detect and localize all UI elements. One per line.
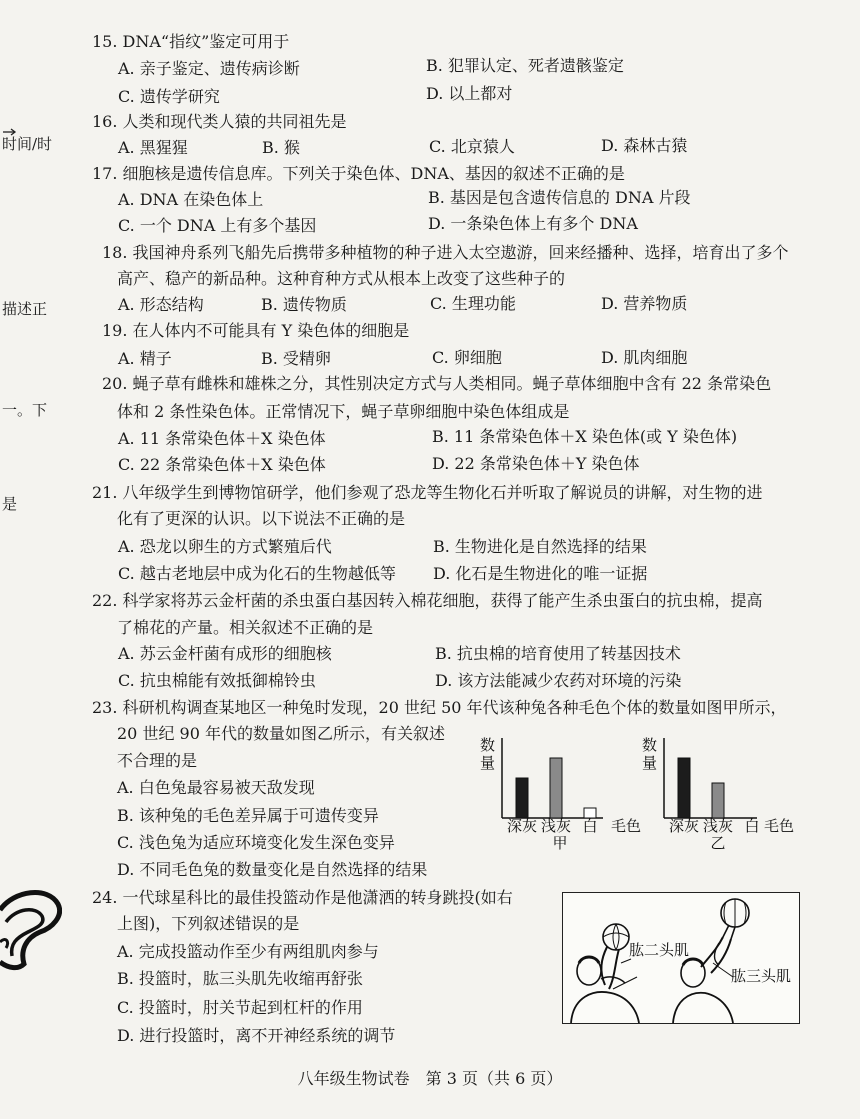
chart-yi-ylabel-1: 数 bbox=[642, 736, 658, 754]
question-24-option-c[interactable]: C. 投篮时，肘关节起到杠杆的作用 bbox=[117, 998, 363, 1017]
question-17-option-b[interactable]: B. 基因是包含遗传信息的 DNA 片段 bbox=[428, 188, 691, 207]
chart-yi-title: 乙 bbox=[710, 834, 726, 852]
chart-jia-ylabel-1: 数 bbox=[480, 736, 496, 754]
chart-jia-tick-0: 深灰 bbox=[506, 817, 538, 835]
question-19-option-c[interactable]: C. 卵细胞 bbox=[432, 348, 502, 367]
question-22-stem-cont: 了棉花的产量。相关叙述不正确的是 bbox=[117, 618, 374, 637]
question-23-stem-cont2: 不合理的是 bbox=[117, 751, 198, 770]
figure-label-biceps: 肱二头肌 bbox=[629, 941, 690, 959]
chart-yi-bar-0 bbox=[678, 758, 690, 818]
question-16-option-b[interactable]: B. 猴 bbox=[262, 138, 300, 157]
question-18-stem: 18. 我国神舟系列飞船先后携带多种植物的种子进入太空遨游，回来经播种、选择，培育出了多个 bbox=[102, 243, 789, 262]
question-17-option-c[interactable]: C. 一个 DNA 上有多个基因 bbox=[118, 216, 317, 235]
question-24-option-a[interactable]: A. 完成投篮动作至少有两组肌肉参与 bbox=[117, 942, 379, 961]
question-23-stem: 23. 科研机构调查某地区一种兔时发现，20 世纪 50 年代该种兔各种毛色个体的数量如图甲所示， bbox=[92, 698, 787, 717]
question-18-option-a[interactable]: A. 形态结构 bbox=[118, 295, 204, 314]
question-22-option-a[interactable]: A. 苏云金杆菌有成形的细胞核 bbox=[118, 644, 332, 663]
question-23-option-d[interactable]: D. 不同毛色兔的数量变化是自然选择的结果 bbox=[117, 860, 428, 879]
chart-yi-tick-0: 深灰 bbox=[668, 817, 700, 835]
chart-jia-bar-1 bbox=[550, 758, 562, 818]
question-21-stem: 21. 八年级学生到博物馆研学，他们参观了恐龙等生物化石并听取了解说员的讲解，对生物的进 bbox=[92, 483, 763, 502]
chart-jia-title: 甲 bbox=[552, 834, 568, 852]
question-20-stem-cont: 体和 2 条性染色体。正常情况下，蝇子草卵细胞中染色体组成是 bbox=[117, 402, 570, 421]
question-20-stem: 20. 蝇子草有雌株和雄株之分，其性别决定方式与人类相同。蝇子草体细胞中含有 22 条常染色 bbox=[102, 374, 772, 393]
question-16-option-a[interactable]: A. 黑猩猩 bbox=[118, 138, 188, 157]
question-24-stem-cont: 上图)，下列叙述错误的是 bbox=[117, 914, 300, 933]
question-22-option-d[interactable]: D. 该方法能减少农药对环境的污染 bbox=[435, 671, 682, 690]
margin-fragment: 时间/时 bbox=[2, 135, 53, 153]
question-16-option-d[interactable]: D. 森林古猿 bbox=[601, 136, 688, 155]
basketball-players-drawing bbox=[563, 893, 799, 1023]
question-15-option-b[interactable]: B. 犯罪认定、死者遗骸鉴定 bbox=[426, 56, 624, 75]
margin-arrow-icon bbox=[2, 128, 18, 136]
chart-yi-bar-1 bbox=[712, 783, 724, 818]
question-20-option-b[interactable]: B. 11 条常染色体＋X 染色体(或 Y 染色体) bbox=[432, 427, 738, 446]
figure-label-triceps: 肱三头肌 bbox=[731, 967, 792, 985]
chart-yi-tick-1: 浅灰 bbox=[702, 817, 734, 835]
chart-jia-bar-0 bbox=[516, 778, 528, 818]
question-15-option-a[interactable]: A. 亲子鉴定、遗传病诊断 bbox=[118, 59, 300, 78]
question-19-option-a[interactable]: A. 精子 bbox=[118, 349, 172, 368]
question-22-option-b[interactable]: B. 抗虫棉的培育使用了转基因技术 bbox=[435, 644, 681, 663]
question-18-option-b[interactable]: B. 遗传物质 bbox=[261, 295, 347, 314]
basketball-figure bbox=[562, 892, 800, 1024]
question-20-option-c[interactable]: C. 22 条常染色体＋X 染色体 bbox=[118, 455, 326, 474]
question-21-option-b[interactable]: B. 生物进化是自然选择的结果 bbox=[433, 537, 647, 556]
question-18-option-c[interactable]: C. 生理功能 bbox=[430, 294, 516, 313]
bar-chart-yi bbox=[640, 728, 810, 854]
question-17-option-d[interactable]: D. 一条染色体上有多个 DNA bbox=[428, 214, 638, 233]
chart-jia-tick-1: 浅灰 bbox=[540, 817, 572, 835]
chart-yi-ylabel-2: 量 bbox=[642, 754, 658, 772]
margin-fragment: 描述正 bbox=[2, 300, 48, 318]
chart-yi-xlabel: 毛色 bbox=[764, 817, 795, 835]
question-16-stem: 16. 人类和现代类人猿的共同祖先是 bbox=[92, 112, 347, 131]
question-21-option-d[interactable]: D. 化石是生物进化的唯一证据 bbox=[433, 564, 648, 583]
chart-jia-xlabel: 毛色 bbox=[611, 817, 642, 835]
question-15-stem: 15. DNA“指纹”鉴定可用于 bbox=[92, 32, 290, 51]
question-24-option-d[interactable]: D. 进行投篮时，离不开神经系统的调节 bbox=[117, 1026, 396, 1045]
question-18-option-d[interactable]: D. 营养物质 bbox=[601, 294, 688, 313]
margin-fragment: 一。下 bbox=[2, 401, 48, 419]
question-21-option-a[interactable]: A. 恐龙以卵生的方式繁殖后代 bbox=[118, 537, 332, 556]
question-19-stem: 19. 在人体内不可能具有 Y 染色体的细胞是 bbox=[102, 321, 410, 340]
question-23-option-a[interactable]: A. 白色兔最容易被天敌发现 bbox=[117, 778, 315, 797]
chart-jia-tick-2: 白 bbox=[582, 817, 598, 835]
question-23-option-b[interactable]: B. 该种兔的毛色差异属于可遗传变异 bbox=[117, 806, 379, 825]
question-21-stem-cont: 化有了更深的认识。以下说法不正确的是 bbox=[117, 509, 406, 528]
question-15-option-d[interactable]: D. 以上都对 bbox=[426, 84, 513, 103]
question-24-option-b[interactable]: B. 投篮时，肱三头肌先收缩再舒张 bbox=[117, 969, 363, 988]
question-19-option-d[interactable]: D. 肌肉细胞 bbox=[601, 348, 688, 367]
question-22-stem: 22. 科学家将苏云金杆菌的杀虫蛋白基因转入棉花细胞，获得了能产生杀虫蛋白的抗虫棉，提高 bbox=[92, 591, 763, 610]
question-21-option-c[interactable]: C. 越古老地层中成为化石的生物越低等 bbox=[118, 564, 396, 583]
question-23-option-c[interactable]: C. 浅色兔为适应环境变化发生深色变异 bbox=[117, 833, 395, 852]
question-17-option-a[interactable]: A. DNA 在染色体上 bbox=[118, 190, 264, 209]
question-16-option-c[interactable]: C. 北京猿人 bbox=[429, 137, 515, 156]
question-20-option-a[interactable]: A. 11 条常染色体＋X 染色体 bbox=[118, 429, 326, 448]
question-15-option-c[interactable]: C. 遗传学研究 bbox=[118, 87, 220, 106]
chart-jia-ylabel-2: 量 bbox=[480, 754, 496, 772]
margin-fragment: 是 bbox=[2, 495, 18, 513]
question-18-stem-cont: 高产、稳产的新品种。这种育种方式从根本上改变了这些种子的 bbox=[117, 269, 566, 288]
bar-chart-jia bbox=[478, 728, 648, 854]
chart-yi-tick-2: 白 bbox=[744, 817, 760, 835]
question-24-stem: 24. 一代球星科比的最佳投篮动作是他潇洒的转身跳投(如右 bbox=[92, 888, 513, 907]
question-17-stem: 17. 细胞核是遗传信息库。下列关于染色体、DNA、基因的叙述不正确的是 bbox=[92, 164, 625, 183]
question-19-option-b[interactable]: B. 受精卵 bbox=[261, 349, 331, 368]
page-footer: 八年级生物试卷 第 3 页（共 6 页） bbox=[297, 1069, 563, 1088]
ear-drawing-fragment bbox=[0, 882, 62, 982]
question-22-option-c[interactable]: C. 抗虫棉能有效抵御棉铃虫 bbox=[118, 671, 316, 690]
question-23-stem-cont: 20 世纪 90 年代的数量如图乙所示，有关叙述 bbox=[117, 724, 445, 743]
question-20-option-d[interactable]: D. 22 条常染色体＋Y 染色体 bbox=[432, 454, 640, 473]
